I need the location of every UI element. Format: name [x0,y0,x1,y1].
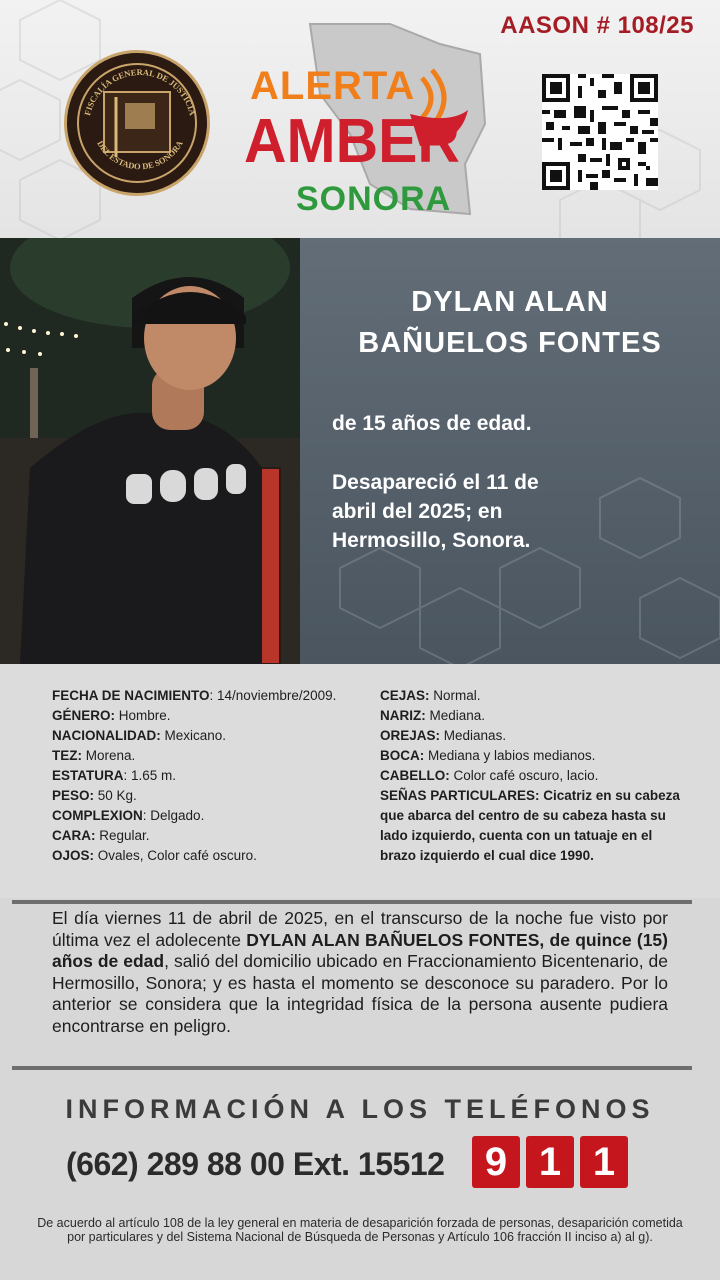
detail-birthdate: FECHA DE NACIMIENTO: 14/noviembre/2009. [52,688,337,703]
details-left-column [52,686,372,866]
photo-image [0,238,300,664]
narrative-text: El día viernes 11 de abril de 2025, en el transcurso de la noche fue visto por última vez el adolecente DYLAN ALAN BAÑUELOS FONTES, de quince (15) años de edad, salió del domicilio ubicado en Fraccionamiento Bicentenario, de Hermosillo, Sonora; y es hasta el momento se desconoce su paradero. Por lo anterior se considera que la integridad física de la persona ausente pudiera encontrarse en peligro. [52,908,669,1036]
divider-bottom [12,1066,692,1070]
missing-person-photo [0,238,300,664]
person-age: de 15 años de edad. [332,412,532,435]
alert-code: AASON # 108/25 [500,12,694,39]
detail-nose: NARIZ: Mediana. [380,708,486,723]
missing-line3: Hermosillo, Sonora. [332,529,531,552]
person-name [320,282,700,364]
detail-height: ESTATURA: 1.65 m. [52,768,177,783]
emergency-digit: 1 [580,1136,628,1188]
logo-sonora-text: SONORA [296,180,452,218]
logo-alerta-text: ALERTA [250,64,416,108]
phones-title: INFORMACIÓN A LOS TELÉFONOS [65,1094,655,1124]
details-right-column [380,686,680,866]
legal-note: De acuerdo al artículo 108 de la ley general en materia de desaparición forzada de personas, desaparición cometida por particulares y del Sistema Nacional de Búsqueda de Personas y Artículo 106 fracción II inciso a) al g). [37,1216,683,1244]
svg-text:DEL ESTADO DE SONORA: DEL ESTADO DE SONORA [95,138,185,172]
detail-ears: OREJAS: Medianas. [380,728,507,743]
emergency-digit: 9 [472,1136,520,1188]
detail-distinguishing-marks: SEÑAS PARTICULARES: Cicatriz en su cabeza que abarca del centro de su cabeza hasta su lado izquierdo, cuenta con un tatuaje en el brazo izquierdo el cual dice 1990. [380,788,680,863]
svg-text:FISCALÍA GENERAL DE JUSTICIA: FISCALÍA GENERAL DE JUSTICIA [82,66,198,117]
detail-eyebrows: CEJAS: Normal. [380,688,481,703]
info-panel [300,238,720,664]
missing-since [332,468,632,555]
emergency-digit: 1 [526,1136,574,1188]
qr-code-icon[interactable] [542,74,658,190]
seal-icon [64,50,210,196]
logo-amber-text: AMBER [244,107,460,176]
person-name-line1: DYLAN ALAN [411,286,609,318]
detail-weight: PESO: 50 Kg. [52,788,137,803]
phone-number[interactable]: (662) 289 88 00 Ext. 15512 [66,1146,445,1182]
detail-nationality: NACIONALIDAD: Mexicano. [52,728,227,743]
missing-line2: abril del 2025; en [332,500,503,523]
alerta-amber-logo [240,14,500,224]
header [0,0,720,238]
divider-top [12,900,692,904]
emergency-number[interactable] [472,1136,628,1188]
detail-gender: GÉNERO: Hombre. [52,708,171,723]
missing-line1: Desapareció el 11 de [332,471,539,494]
detail-build: COMPLEXION: Delgado. [52,808,205,823]
person-name-line2: BAÑUELOS FONTES [358,327,662,359]
detail-mouth: BOCA: Mediana y labios medianos. [380,748,596,763]
detail-eyes: OJOS: Ovales, Color café oscuro. [52,848,257,863]
detail-skin: TEZ: Morena. [52,748,136,763]
detail-hair: CABELLO: Color café oscuro, lacio. [380,768,599,783]
detail-face: CARA: Regular. [52,828,150,843]
details-section [0,664,720,898]
